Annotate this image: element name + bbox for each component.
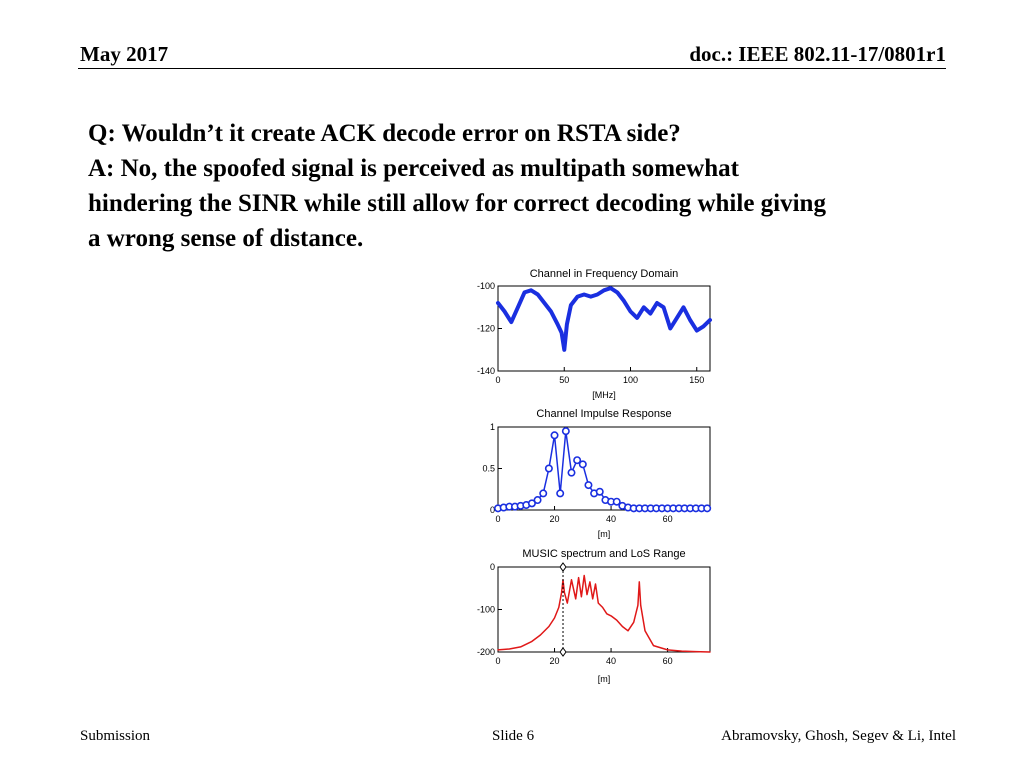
chart-1 [477,268,710,400]
chart-3-ytick-label: -200 [476,647,495,657]
chart-2-data-point [647,505,653,511]
chart-2-data-point [585,482,591,488]
chart-1-ytick-label: -120 [476,323,495,334]
chart-2-data-point [506,503,512,509]
chart-2-data-point [704,505,710,511]
body-line-answer-3: a wrong sense of distance. [88,225,364,252]
chart-2-frame [498,427,710,510]
chart-2-data-point [534,497,540,503]
chart-3 [477,548,710,684]
chart-2-data-point [693,505,699,511]
chart-2-data-point [495,505,501,511]
chart-3-title: MUSIC spectrum and LoS Range [522,548,686,560]
chart-2-data-point [681,505,687,511]
chart-2-data-point [602,497,608,503]
body-line-answer-2: hindering the SINR while still allow for correct decoding while giving [88,190,826,217]
chart-2-ytick-label: 0.5 [482,463,495,474]
chart-1-xtick-label: 50 [559,375,570,385]
chart-3-ytick-label: -100 [476,604,495,615]
chart-2-xlabel: [m] [597,529,611,539]
chart-2-data-point [500,504,506,510]
chart-3-xlabel: [m] [597,674,611,684]
chart-3-xtick-label: 20 [549,656,560,666]
chart-2-xtick-label: 0 [495,514,501,524]
chart-2-xtick-label: 20 [549,514,560,524]
chart-2-data-point [557,490,563,496]
chart-2-data-point [614,499,620,505]
chart-2-data-point [546,465,552,471]
chart-2-data-point [540,490,546,496]
header-doc-id: doc.: IEEE 802.11-17/0801r1 [689,42,946,66]
chart-3-los-marker [560,648,566,656]
chart-2-data-point [512,503,518,509]
chart-2-data-point [687,505,693,511]
chart-2-data-point [698,505,704,511]
chart-1-ytick-label: -100 [476,281,495,291]
chart-2-data-point [591,490,597,496]
chart-2-data-point [642,505,648,511]
chart-3-frame [498,567,710,652]
footer-authors: Abramovsky, Ghosh, Segev & Li, Intel [721,728,956,744]
chart-2-title: Channel Impulse Response [536,408,672,420]
slide-body [88,116,948,256]
chart-2-data-point [568,469,574,475]
chart-2-data-point [517,503,523,509]
chart-2-data-point [630,505,636,511]
chart-3-los-marker [560,563,566,571]
chart-3-xtick-label: 40 [606,656,617,666]
chart-1-xtick-label: 0 [495,375,501,385]
header-rule [78,68,946,69]
chart-1-title: Channel in Frequency Domain [529,268,679,280]
chart-2-ytick-label: 0 [489,505,495,515]
chart-2 [482,408,710,539]
chart-3-series-line [498,576,710,653]
chart-2-data-point [529,500,535,506]
chart-3-ytick-label: 0 [489,562,495,572]
footer-slide-number: Slide 6 [492,728,535,744]
chart-2-data-point [574,457,580,463]
chart-1-ytick-label: -140 [476,366,495,376]
chart-2-data-point [523,502,529,508]
chart-2-data-point [563,428,569,434]
chart-2-data-point [664,505,670,511]
chart-1-xlabel: [MHz] [592,390,616,400]
chart-2-data-point [670,505,676,511]
chart-2-xtick-label: 40 [606,514,617,524]
chart-2-xtick-label: 60 [662,514,673,524]
chart-2-data-point [625,504,631,510]
chart-1-xtick-label: 150 [689,375,705,385]
header-date: May 2017 [80,42,169,66]
chart-2-data-point [580,461,586,467]
chart-1-xtick-label: 100 [622,375,639,385]
chart-2-data-point [659,505,665,511]
chart-2-data-point [636,505,642,511]
chart-1-frame [498,286,710,371]
chart-2-data-point [676,505,682,511]
chart-1-series-line [498,288,710,350]
body-line-answer-1: A: No, the spoofed signal is perceived as multipath somewhat [88,155,739,182]
chart-2-ytick-label: 1 [489,422,495,432]
chart-3-xtick-label: 60 [662,656,673,666]
chart-2-data-point [597,489,603,495]
chart-3-xtick-label: 0 [495,656,501,666]
chart-2-data-point [619,503,625,509]
chart-2-data-point [551,432,557,438]
chart-2-data-point [608,499,614,505]
chart-2-data-point [653,505,659,511]
body-line-question: Q: Wouldn’t it create ACK decode error on RSTA side? [88,120,681,147]
chart-2-series-line [498,431,707,508]
footer-submission: Submission [80,728,151,744]
